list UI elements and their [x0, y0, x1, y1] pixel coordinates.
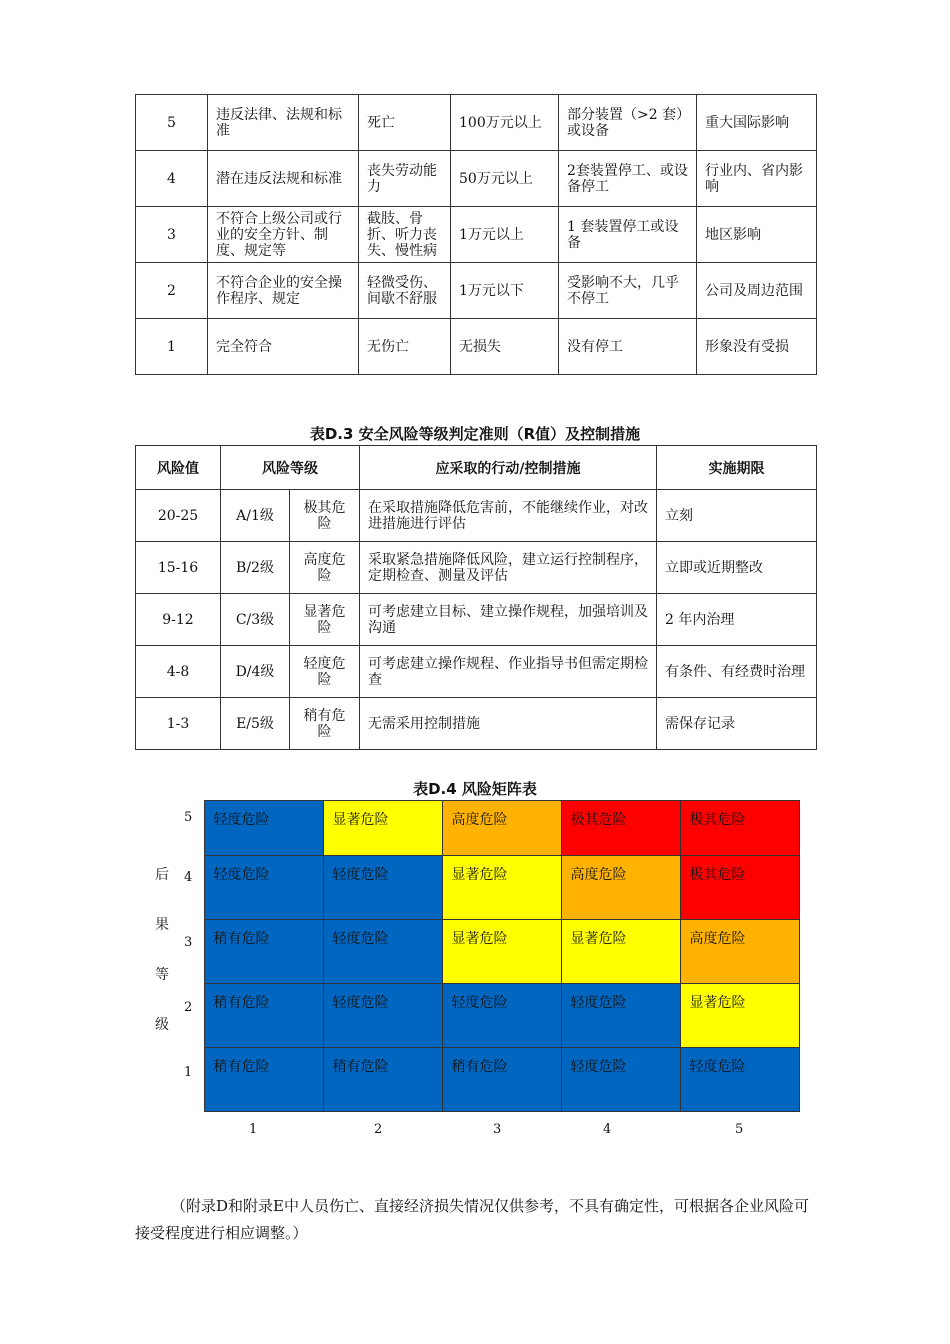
table-cell: 公司及周边范围: [697, 263, 817, 319]
matrix-row: [204, 1047, 805, 1111]
x-tick-label: 5: [735, 1122, 744, 1137]
table-cell: A/1级: [221, 490, 290, 542]
table-cell: 20-25: [136, 490, 221, 542]
table-cell: 截肢、骨折、听力丧失、慢性病: [359, 207, 451, 263]
table-cell: 受影响不大，几乎不停工: [559, 263, 697, 319]
table-cell: 5: [136, 95, 208, 151]
x-tick-label: 1: [249, 1122, 258, 1137]
header-control-measures: 应采取的行动/控制措施: [360, 446, 657, 490]
table-row: [136, 646, 817, 698]
matrix-cell: 稍有危险: [323, 1047, 443, 1112]
footnote: （附录D和附录E中人员伤亡、直接经济损失情况仅供参考，不具有确定性，可根据各企业风险可接受程度进行相应调整。）: [135, 1197, 809, 1242]
matrix-row: [204, 800, 805, 855]
table-cell: 1 套装置停工或设备: [559, 207, 697, 263]
header-risk-value: 风险值: [136, 446, 221, 490]
table-cell: 1万元以下: [451, 263, 559, 319]
table-cell: 1: [136, 319, 208, 375]
header-deadline: 实施期限: [657, 446, 817, 490]
table-row: [136, 490, 817, 542]
table-row: [136, 207, 817, 263]
matrix-cell: 轻度危险: [323, 919, 443, 984]
table-cell: 丧失劳动能力: [359, 151, 451, 207]
matrix-cell: 显著危险: [680, 983, 800, 1048]
matrix-cell: 极其危险: [561, 800, 681, 856]
table-cell: 部分装置（>2 套）或设备: [559, 95, 697, 151]
table-cell: 重大国际影响: [697, 95, 817, 151]
table-cell: 无损失: [451, 319, 559, 375]
risk-matrix: [204, 800, 805, 1111]
matrix-cell: 显著危险: [561, 919, 681, 984]
matrix-cell: 显著危险: [323, 800, 443, 856]
table-cell: 轻微受伤、间歇不舒服: [359, 263, 451, 319]
table-header-row: [136, 446, 817, 490]
table-cell: 极其危险: [290, 490, 360, 542]
table-cell: 地区影响: [697, 207, 817, 263]
table-cell: 立即或近期整改: [657, 542, 817, 594]
table-cell: E/5级: [221, 698, 290, 750]
table-cell: 2套装置停工、或设备停工: [559, 151, 697, 207]
x-tick-label: 2: [374, 1122, 383, 1137]
table-row: [136, 542, 817, 594]
matrix-cell: 轻度危险: [323, 855, 443, 920]
y-tick-label: 5: [184, 810, 193, 825]
table-cell: 不符合企业的安全操作程序、规定: [208, 263, 359, 319]
table-cell: 50万元以上: [451, 151, 559, 207]
matrix-cell: 轻度危险: [680, 1047, 800, 1112]
y-axis-char: 后: [155, 867, 169, 883]
table-cell: 轻度危险: [290, 646, 360, 698]
matrix-cell: 轻度危险: [561, 1047, 681, 1112]
table-cell: 没有停工: [559, 319, 697, 375]
consequence-level-table: [135, 94, 817, 375]
table-cell: 无需采用控制措施: [360, 698, 657, 750]
table-cell: 立刻: [657, 490, 817, 542]
table-row: [136, 151, 817, 207]
table-cell: 在采取措施降低危害前，不能继续作业，对改进措施进行评估: [360, 490, 657, 542]
matrix-cell: 轻度危险: [442, 983, 562, 1048]
table-cell: 稍有危险: [290, 698, 360, 750]
table-cell: 形象没有受损: [697, 319, 817, 375]
table-cell: 死亡: [359, 95, 451, 151]
table-cell: 2: [136, 263, 208, 319]
y-axis-char: 果: [155, 917, 169, 933]
matrix-cell: 轻度危险: [204, 855, 324, 920]
matrix-cell: 高度危险: [561, 855, 681, 920]
table-row: [136, 95, 817, 151]
table-cell: 4: [136, 151, 208, 207]
matrix-cell: 显著危险: [442, 855, 562, 920]
table-cell: 潜在违反法规和标准: [208, 151, 359, 207]
table-cell: 4-8: [136, 646, 221, 698]
matrix-cell: 轻度危险: [561, 983, 681, 1048]
table-cell: 完全符合: [208, 319, 359, 375]
table-cell: 1-3: [136, 698, 221, 750]
table-cell: 高度危险: [290, 542, 360, 594]
matrix-row: [204, 919, 805, 983]
table-cell: 1万元以上: [451, 207, 559, 263]
table-cell: 不符合上级公司或行业的安全方针、制度、规定等: [208, 207, 359, 263]
matrix-cell: 显著危险: [442, 919, 562, 984]
matrix-cell: 轻度危险: [204, 800, 324, 856]
x-tick-label: 4: [603, 1122, 612, 1137]
matrix-cell: 稍有危险: [204, 919, 324, 984]
matrix-cell: 高度危险: [680, 919, 800, 984]
table-cell: 可考虑建立目标、建立操作规程，加强培训及沟通: [360, 594, 657, 646]
table-row: [136, 594, 817, 646]
table-d4-caption: 表D.4 风险矩阵表: [413, 780, 537, 798]
table-cell: 有条件、有经费时治理: [657, 646, 817, 698]
table-cell: 9-12: [136, 594, 221, 646]
table-row: [136, 698, 817, 750]
table-cell: 违反法律、法规和标准: [208, 95, 359, 151]
matrix-cell: 稍有危险: [204, 983, 324, 1048]
table-cell: 采取紧急措施降低风险，建立运行控制程序，定期检查、测量及评估: [360, 542, 657, 594]
y-axis-char: 等: [155, 967, 169, 983]
table-d3-caption: 表D.3 安全风险等级判定准则（R值）及控制措施: [309, 425, 641, 443]
table-cell: 需保存记录: [657, 698, 817, 750]
matrix-cell: 极其危险: [680, 855, 800, 920]
table-cell: D/4级: [221, 646, 290, 698]
table-row: [136, 319, 817, 375]
matrix-cell: 轻度危险: [323, 983, 443, 1048]
y-tick-label: 2: [184, 1000, 193, 1015]
table-cell: 15-16: [136, 542, 221, 594]
y-tick-label: 4: [184, 870, 193, 885]
table-cell: 2 年内治理: [657, 594, 817, 646]
matrix-cell: 稍有危险: [204, 1047, 324, 1112]
matrix-row: [204, 983, 805, 1047]
table-cell: 无伤亡: [359, 319, 451, 375]
x-tick-label: 3: [493, 1122, 502, 1137]
y-axis-char: 级: [155, 1017, 169, 1033]
matrix-row: [204, 855, 805, 919]
table-cell: 行业内、省内影响: [697, 151, 817, 207]
table-cell: 100万元以上: [451, 95, 559, 151]
header-risk-level: 风险等级: [221, 446, 360, 490]
y-tick-label: 3: [184, 935, 193, 950]
table-cell: 3: [136, 207, 208, 263]
table-cell: 可考虑建立操作规程、作业指导书但需定期检查: [360, 646, 657, 698]
table-cell: C/3级: [221, 594, 290, 646]
risk-level-criteria-table: [135, 445, 817, 750]
y-tick-label: 1: [184, 1065, 193, 1080]
table-cell: 显著危险: [290, 594, 360, 646]
matrix-cell: 极其危险: [680, 800, 800, 856]
table-cell: B/2级: [221, 542, 290, 594]
matrix-cell: 高度危险: [442, 800, 562, 856]
matrix-cell: 稍有危险: [442, 1047, 562, 1112]
table-row: [136, 263, 817, 319]
